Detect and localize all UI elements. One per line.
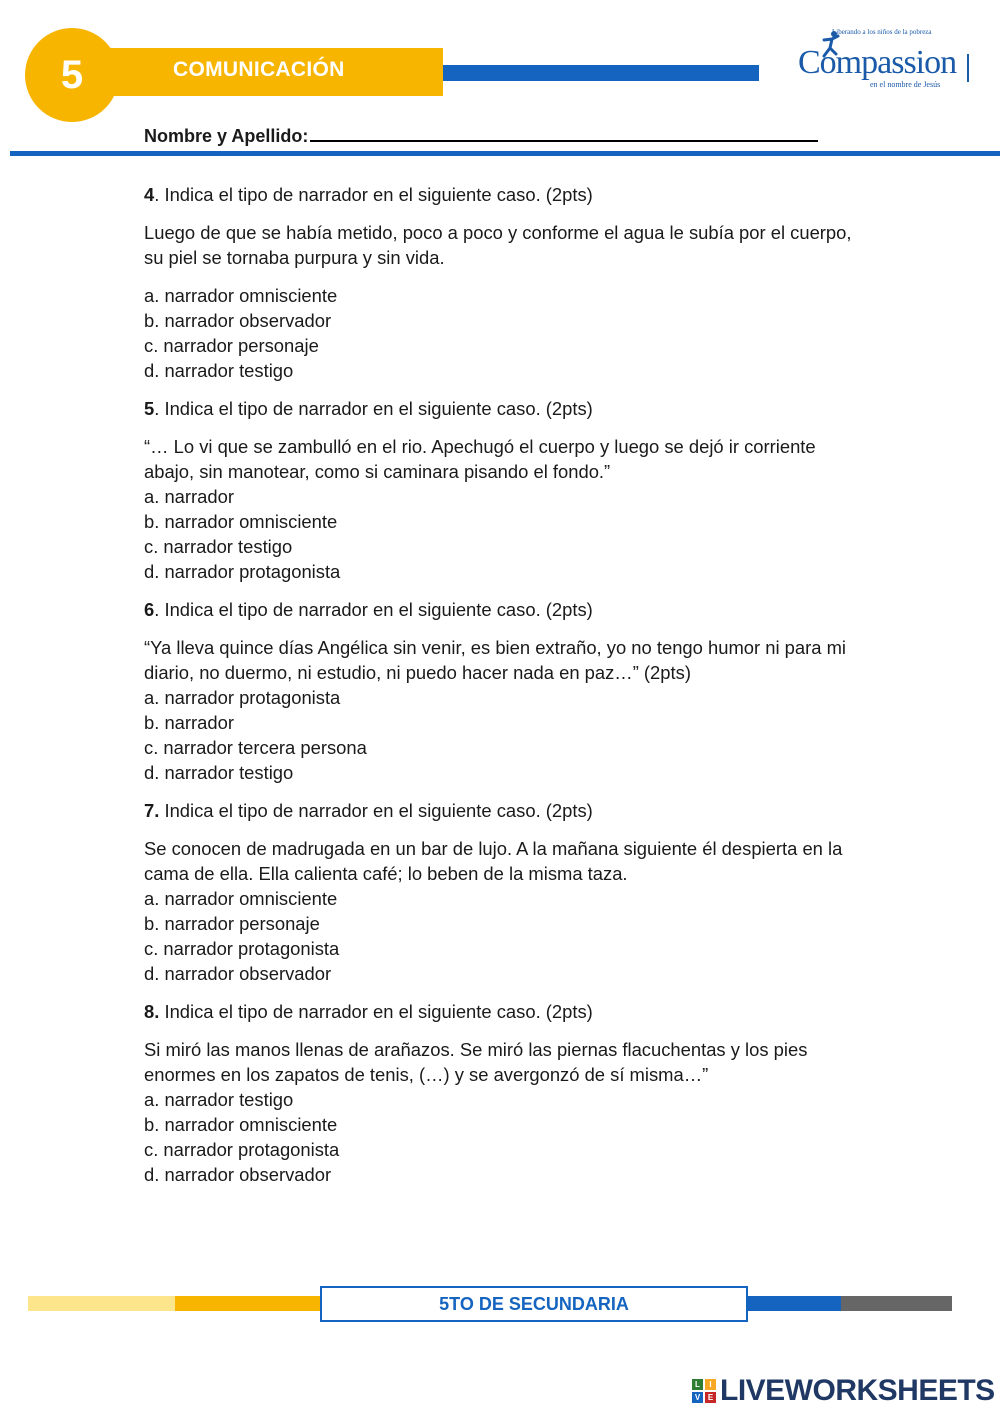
question-block — [144, 798, 864, 986]
question-heading — [144, 597, 864, 622]
question-prompt: . Indica el tipo de narrador en el siguiente caso. (2pts) — [154, 184, 593, 205]
footer-bar-light-yellow — [28, 1296, 175, 1311]
grade-footer-label: 5TO DE SECUNDARIA — [320, 1286, 748, 1322]
answer-option[interactable]: b. narrador omnisciente — [144, 1114, 338, 1135]
question-number: 7. — [144, 800, 160, 821]
answer-option[interactable]: a. narrador omnisciente — [144, 888, 338, 909]
answer-option[interactable]: a. narrador — [144, 486, 234, 507]
question-excerpt: Se conocen de madrugada en un bar de lujo. A la mañana siguiente él despierta en la cama de ella. Ella calienta café; lo beben de la misma taza. — [144, 838, 843, 884]
question-number: 6 — [144, 599, 155, 620]
question-excerpt: Si miró las manos llenas de arañazos. Se miró las piernas flacuchentas y los pies enormes en los zapatos de tenis, (…) y se avergonzó de sí misma…” — [144, 1039, 808, 1085]
answer-option[interactable]: b. narrador — [144, 712, 234, 733]
footer-bar-gray — [841, 1296, 952, 1311]
answer-option[interactable]: b. narrador personaje — [144, 913, 320, 934]
liveworksheets-wordmark: LIVEWORKSHEETS — [720, 1374, 995, 1407]
brand-icon-letter: I — [705, 1379, 716, 1390]
question-prompt: . Indica el tipo de narrador en el siguiente caso. (2pts) — [154, 599, 593, 620]
footer-bar-yellow — [175, 1296, 320, 1311]
subject-title: COMUNICACIÓN — [173, 58, 345, 81]
question-prompt: Indica el tipo de narrador en el siguiente caso. (2pts) — [159, 1001, 593, 1022]
compassion-logo — [790, 28, 980, 96]
question-heading — [144, 999, 864, 1024]
footer-bar-blue — [748, 1296, 841, 1311]
subject-banner — [70, 48, 443, 96]
liveworksheets-brand — [692, 1374, 995, 1408]
answer-option[interactable]: c. narrador protagonista — [144, 938, 340, 959]
answer-option[interactable]: a. narrador protagonista — [144, 687, 341, 708]
logo-wordmark: Compassion — [798, 44, 957, 81]
answer-option[interactable]: c. narrador personaje — [144, 335, 319, 356]
question-prompt: Indica el tipo de narrador en el siguiente caso. (2pts) — [159, 800, 593, 821]
brand-icon-letter: E — [705, 1392, 716, 1403]
question-prompt: . Indica el tipo de narrador en el siguiente caso. (2pts) — [154, 398, 593, 419]
answer-option[interactable]: d. narrador testigo — [144, 762, 294, 783]
logo-divider — [967, 54, 969, 82]
question-excerpt: “Ya lleva quince días Angélica sin venir, es bien extraño, yo no tengo humor ni para mi diario, no duermo, ni estudio, ni puedo hacer nada en paz…” (2pts) — [144, 637, 846, 683]
question-block — [144, 597, 864, 785]
question-block — [144, 999, 864, 1187]
logo-subtitle: en el nombre de Jesús — [870, 80, 941, 89]
name-label: Nombre y Apellido: — [144, 126, 309, 146]
question-heading — [144, 182, 864, 207]
header-rule — [10, 151, 1000, 156]
answer-option[interactable]: d. narrador observador — [144, 1164, 332, 1185]
answer-option[interactable]: a. narrador testigo — [144, 1089, 294, 1110]
logo-tagline: Liberando a los niños de la pobreza — [832, 28, 932, 36]
answer-option[interactable]: a. narrador omnisciente — [144, 285, 338, 306]
grade-badge: 5 — [25, 28, 119, 122]
brand-icon-letter: V — [692, 1392, 703, 1403]
question-block — [144, 182, 864, 383]
answer-option[interactable]: d. narrador observador — [144, 963, 332, 984]
question-block — [144, 396, 864, 584]
answer-option[interactable]: c. narrador tercera persona — [144, 737, 367, 758]
question-number: 5 — [144, 398, 155, 419]
answer-option[interactable]: b. narrador omnisciente — [144, 511, 338, 532]
brand-icon-letter: L — [692, 1379, 703, 1390]
answer-option[interactable]: c. narrador protagonista — [144, 1139, 340, 1160]
question-excerpt: “… Lo vi que se zambulló en el rio. Apechugó el cuerpo y luego se dejó ir corriente abajo, sin manotear, como si caminara pisando el fondo.” — [144, 436, 816, 482]
question-heading — [144, 396, 864, 421]
name-field-row — [144, 122, 818, 147]
question-excerpt: Luego de que se había metido, poco a poco y conforme el agua le subía por el cuerpo, su piel se tornaba purpura y sin vida. — [144, 222, 852, 268]
question-list — [144, 182, 864, 1200]
liveworksheets-icon — [692, 1379, 716, 1403]
header-accent-bar — [443, 65, 759, 81]
name-input-line[interactable] — [310, 122, 818, 142]
question-number: 4 — [144, 184, 155, 205]
answer-option[interactable]: b. narrador observador — [144, 310, 332, 331]
answer-option[interactable]: d. narrador testigo — [144, 360, 294, 381]
question-heading — [144, 798, 864, 823]
answer-option[interactable]: d. narrador protagonista — [144, 561, 341, 582]
question-number: 8. — [144, 1001, 160, 1022]
answer-option[interactable]: c. narrador testigo — [144, 536, 293, 557]
